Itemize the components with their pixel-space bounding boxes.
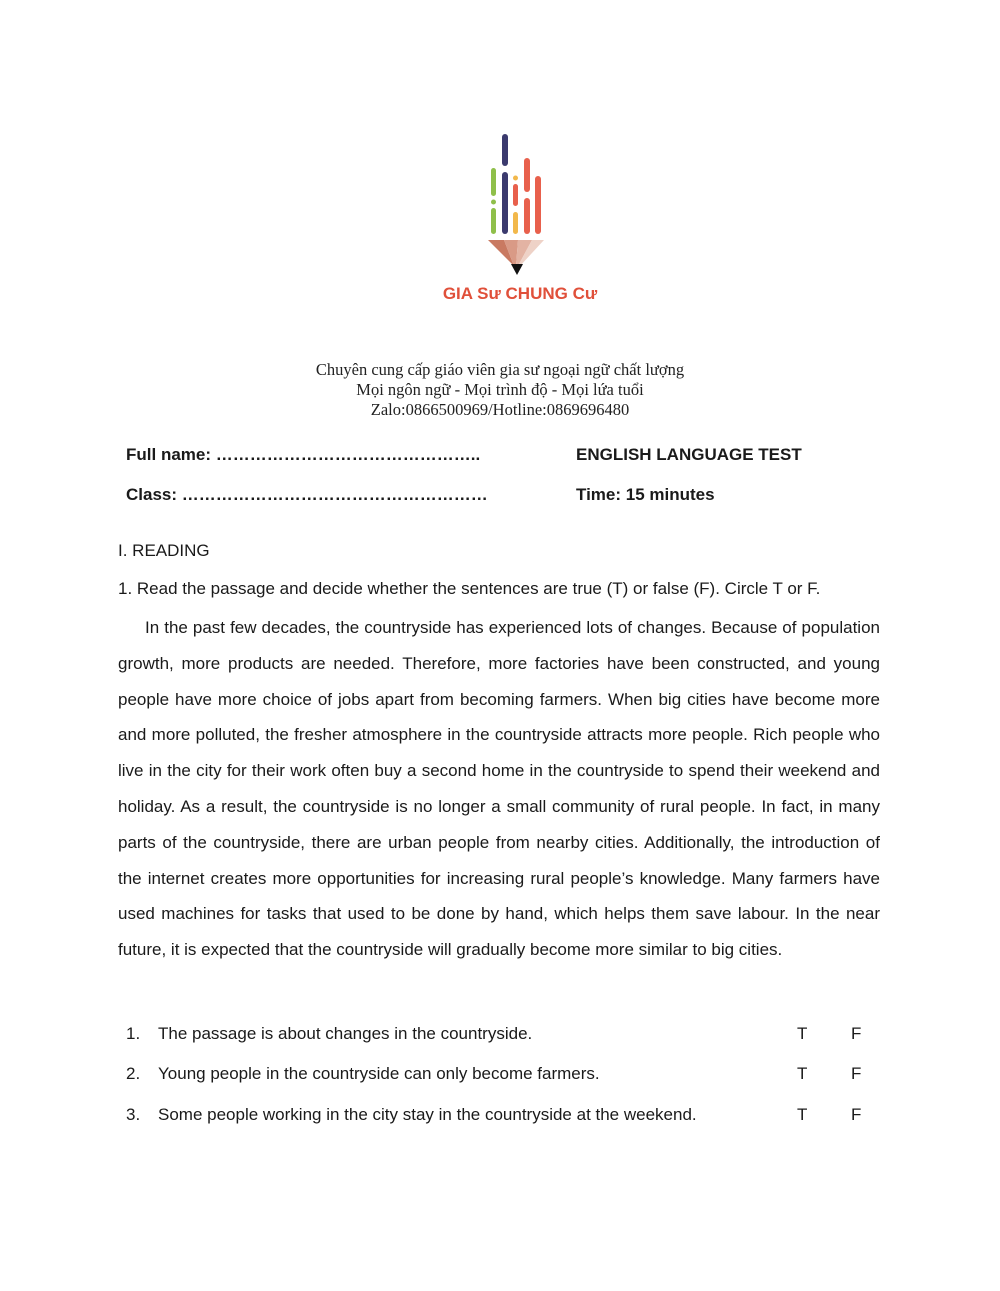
class-field: Class: ……………………………………………… [126,485,488,504]
question-row [126,1064,886,1104]
question-text: Young people in the countryside can only become farmers. [158,1064,600,1084]
question-number: 1. [126,1024,141,1043]
section-title: I. READING [118,541,210,560]
false-option[interactable]: F [851,1104,862,1124]
test-title: ENGLISH LANGUAGE TEST [576,445,802,464]
question-list [126,1024,886,1145]
instruction-text: 1. Read the passage and decide whether the sentences are true (T) or false (F). Circle T or F. [118,579,821,598]
reading-passage: In the past few decades, the countryside has experienced lots of changes. Because of population growth, more products are needed. Therefore, more factories have been constructed, and young people have more choice of jobs apart from becoming farmers. When big cities have become more and more polluted, the fresher atmosphere in the countryside attracts more people. Rich people who live in the city for their work often buy a second home in the countryside to spend their weekend and holiday. As a result, the countryside is no longer a small community of rural people. In fact, in many parts of the countryside, there are urban people from nearby cities. Additionally, the introduction of the internet creates more opportunities for increasing rural people’s knowledge. Many farmers have used machines for tasks that used to be done by hand, which helps them save labour. In the near future, it is expected that the countryside will gradually become more similar to big cities. [118,618,880,960]
contact-line-3: Zalo:0866500969/Hotline:0869696480 [370,400,630,419]
contact-block [200,360,800,420]
question-text: The passage is about changes in the countryside. [158,1024,533,1043]
false-option[interactable]: F [851,1024,862,1043]
true-option[interactable]: T [797,1104,808,1124]
pencil-bars-logo-icon [478,128,558,283]
contact-line-1: Chuyên cung cấp giáo viên gia sư ngoại ngữ chất lượng [315,360,685,379]
question-row [126,1024,886,1064]
true-option[interactable]: T [797,1024,808,1043]
contact-line-2: Mọi ngôn ngữ - Mọi trình độ - Mọi lứa tuổi [356,380,644,399]
question-number: 3. [126,1104,141,1124]
question-text: Some people working in the city stay in the countryside at the weekend. [158,1104,697,1124]
false-option[interactable]: F [851,1064,862,1084]
question-number: 2. [126,1064,141,1084]
brand-name: GIA Sư CHUNG Cư [442,284,598,303]
full-name-field: Full name: ……………………………………….. [126,445,481,464]
test-time: Time: 15 minutes [576,485,715,504]
true-option[interactable]: T [797,1064,808,1084]
question-row [126,1105,886,1145]
